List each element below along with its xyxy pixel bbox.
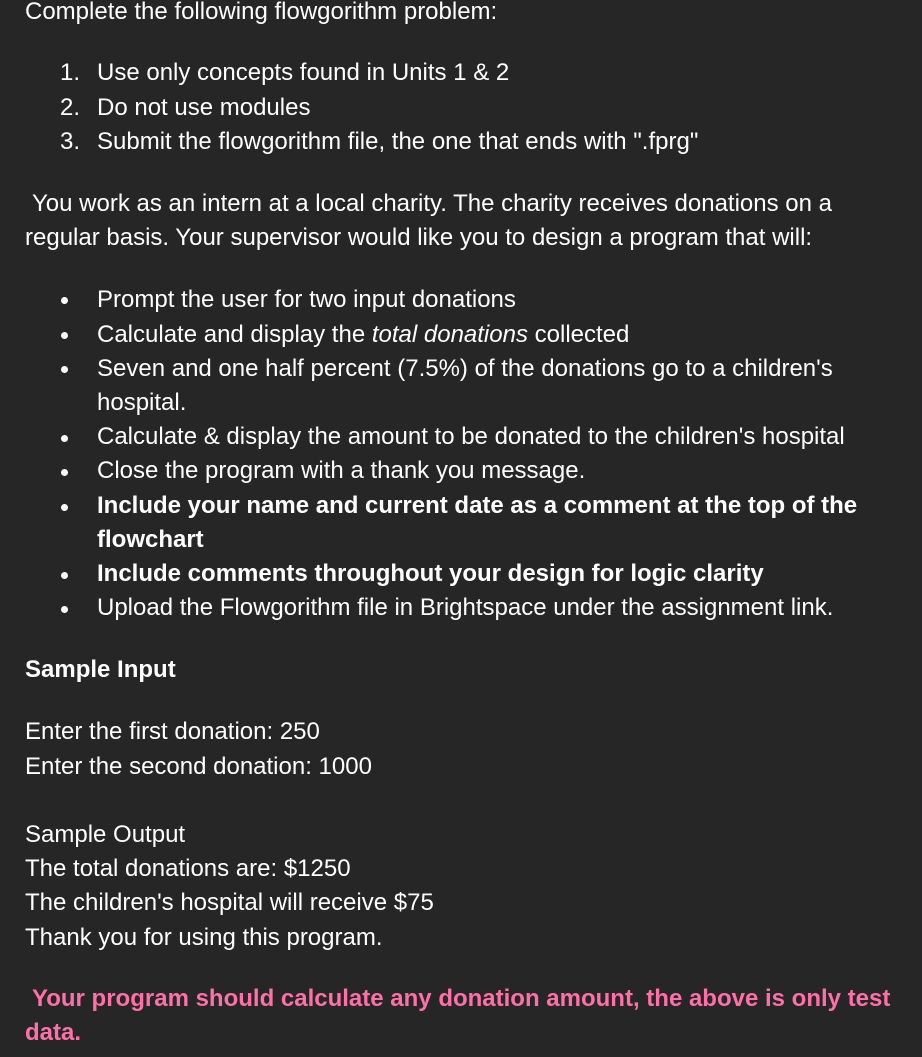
intro-line: regular basis. Your supervisor would like you to design a program that will:	[25, 224, 813, 251]
rule-number: 2.	[60, 94, 81, 121]
rule-number: 1.	[60, 59, 81, 86]
requirement-item: Close the program with a thank you message.	[97, 457, 586, 484]
requirement-item-continued: flowchart	[97, 526, 204, 553]
bullet-dot	[61, 606, 68, 613]
requirement-item-continued: hospital.	[97, 389, 187, 416]
bullet-dot	[61, 504, 68, 511]
requirement-item: Upload the Flowgorithm file in Brightspace under the assignment link.	[97, 594, 834, 621]
requirement-item: Calculate and display the total donations collected	[97, 321, 630, 348]
rule-item: Do not use modules	[97, 94, 311, 121]
sample-output-line: The total donations are: $1250	[25, 855, 351, 882]
sample-output-line: Thank you for using this program.	[25, 924, 383, 951]
rule-item: Submit the flowgorithm file, the one that ends with ".fprg"	[97, 128, 699, 155]
bullet-dot	[61, 297, 68, 304]
note-line: Your program should calculate any donation amount, the above is only test	[32, 985, 891, 1012]
intro-line: You work as an intern at a local charity. The charity receives donations on a	[32, 190, 833, 217]
sample-input-heading: Sample Input	[25, 656, 176, 683]
sample-output-heading: Sample Output	[25, 821, 186, 848]
problem-heading: Complete the following flowgorithm problem:	[25, 0, 498, 25]
bullet-dot	[61, 572, 68, 579]
note-line: data.	[25, 1019, 82, 1046]
sample-output-line: The children's hospital will receive $75	[25, 889, 434, 916]
bullet-dot	[61, 435, 68, 442]
bullet-dot	[61, 332, 68, 339]
sample-input-line: Enter the second donation: 1000	[25, 753, 372, 780]
sample-input-line: Enter the first donation: 250	[25, 718, 320, 745]
requirement-item: Prompt the user for two input donations	[97, 286, 516, 313]
bullet-dot	[61, 366, 68, 373]
requirement-item: Calculate & display the amount to be donated to the children's hospital	[97, 423, 845, 450]
rule-item: Use only concepts found in Units 1 & 2	[97, 59, 510, 86]
rule-number: 3.	[60, 128, 81, 155]
requirement-item: Seven and one half percent (7.5%) of the donations go to a children's	[97, 355, 833, 382]
requirement-item: Include your name and current date as a comment at the top of the	[97, 492, 858, 519]
requirement-item: Include comments throughout your design for logic clarity	[97, 560, 764, 587]
bullet-dot	[61, 469, 68, 476]
